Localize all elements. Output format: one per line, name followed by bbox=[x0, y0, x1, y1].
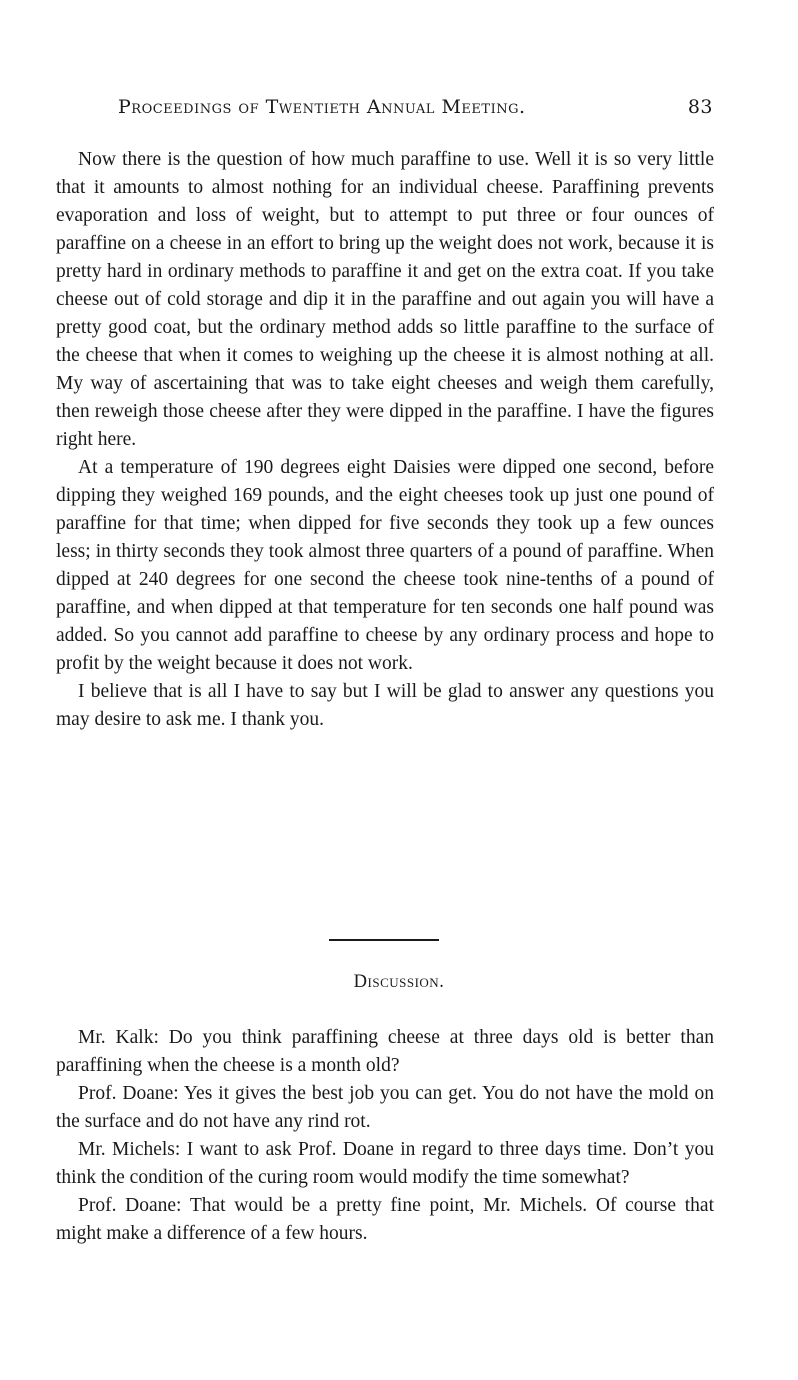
discussion-paragraph: Prof. Doane: Yes it gives the best job you can get. You do not have the mold on the surface and do not have any rind rot. bbox=[56, 1083, 714, 1132]
running-header bbox=[118, 96, 713, 124]
discussion-paragraph: Prof. Doane: That would be a pretty fine point, Mr. Michels. Of course that might make a difference of a few hours. bbox=[56, 1195, 714, 1244]
page-number: 83 bbox=[687, 96, 713, 118]
paragraph: At a temperature of 190 degrees eight Daisies were dipped one second, before dipping they weighed 169 pounds, and the eight cheeses took up just one pound of paraffine for that time; when dipped for five seconds they took up a few ounces less; in thirty seconds they took almost three quarters of a pound of paraffine. When dipped at 240 degrees for one second the cheese took nine-tenths of a pound of paraffine, and when dipped at that temperature for ten seconds one half pound was added. So you cannot add paraffine to cheese by any ordinary process and hope to profit by the weight because it does not work. bbox=[56, 457, 714, 674]
discussion-paragraph: Mr. Michels: I want to ask Prof. Doane in regard to three days time. Don’t you think the condition of the curing room would modify the time somewhat? bbox=[56, 1139, 714, 1188]
paragraph: I believe that is all I have to say but I will be glad to answer any questions you may desire to ask me. I thank you. bbox=[56, 681, 714, 730]
discussion-text bbox=[56, 1024, 714, 1248]
running-title: Proceedings of Twentieth Annual Meeting. bbox=[118, 96, 526, 118]
section-heading: Discussion. bbox=[353, 972, 445, 992]
discussion-paragraph: Mr. Kalk: Do you think paraffining cheese at three days old is better than paraffining when the cheese is a month old? bbox=[56, 1027, 714, 1076]
paragraph: Now there is the question of how much paraffine to use. Well it is so very little that it amounts to almost nothing for an individual cheese. Paraffining prevents evaporation and loss of weight, but to attempt to put three or four ounces of paraffine on a cheese in an effort to bring up the weight does not work, because it is pretty hard in ordinary methods to paraffine it and get on the extra coat. If you take cheese out of cold storage and dip it in the paraffine and out again you will have a pretty good coat, but the ordinary method adds so little paraffine to the surface of the cheese that when it comes to weighing up the cheese it is almost nothing at all. My way of ascertaining that was to take eight cheeses and weigh them carefully, then reweigh those cheese after they were dipped in the paraffine. I have the figures right here. bbox=[56, 149, 714, 450]
section-divider bbox=[329, 939, 439, 941]
main-text bbox=[56, 146, 714, 734]
